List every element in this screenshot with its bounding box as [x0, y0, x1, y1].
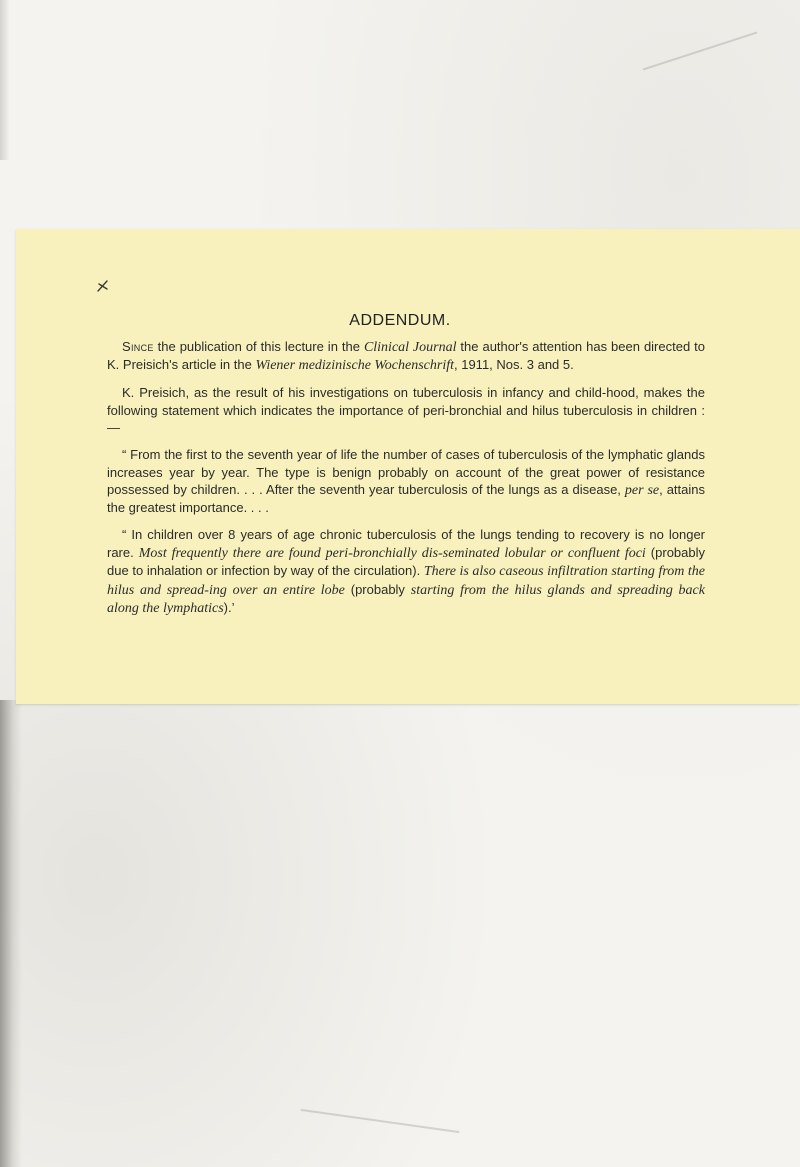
paper-crease	[643, 32, 758, 71]
paragraph-quote-2: “ In children over 8 years of age chronic tuberculosis of the lungs tending to recovery is no longer rare. Most frequently there are found peri-bronchially dis-seminated lobular or confluent foci (probably due to inhalation or infection by way of the circulation). There is also caseous infiltration starting from the hilus and spread-ing over an entire lobe (probably starting from the hilus glands and spreading back along the lymphatics).’	[107, 527, 706, 617]
italic-phrase: There is also caseous infiltration starting from the hilus and spread-ing over an entire lobe	[107, 564, 706, 598]
paper-crease	[301, 1109, 460, 1133]
journal-title: Clinical Journal	[363, 340, 457, 355]
paragraph-publication-note: Since the publication of this lecture in the Clinical Journal the author's attention has been directed to K. Preisich's article in the Wiener medizinische Wochenschrift, 1911, Nos. 3 and 5.	[107, 339, 705, 374]
addendum-heading: ADDENDUM.	[349, 312, 451, 329]
italic-phrase: starting from the hilus glands and spreading back along the lymphatics	[107, 582, 705, 617]
page-edge-shadow-top	[0, 0, 10, 160]
italic-phrase: Most frequently there are found peri-bronchially dis-seminated lobular or confluent foci	[138, 545, 646, 561]
paragraph-preisich-statement: K. Preisich, as the result of his investigations on tuberculosis in infancy and child-hood, makes the following statement which indicates the importance of peri-bronchial and hilus tuberculosis in children :—	[107, 385, 705, 436]
page-edge-shadow	[0, 700, 22, 1167]
handwritten-cross-mark-icon	[95, 278, 111, 294]
drop-lead-word: Since	[122, 339, 154, 354]
journal-title: Wiener medizinische Wochenschrift	[255, 358, 454, 374]
addendum-body	[107, 338, 705, 627]
paragraph-quote-1: “ From the first to the seventh year of life the number of cases of tuberculosis of the lymphatic glands increases year by year. The type is benign probably on account of the great power of resistance possessed by children. . . . After the seventh year tuberculosis of the lungs as a disease, per se, attains the greatest importance. . . .	[107, 447, 706, 516]
italic-phrase: per se	[624, 483, 660, 499]
